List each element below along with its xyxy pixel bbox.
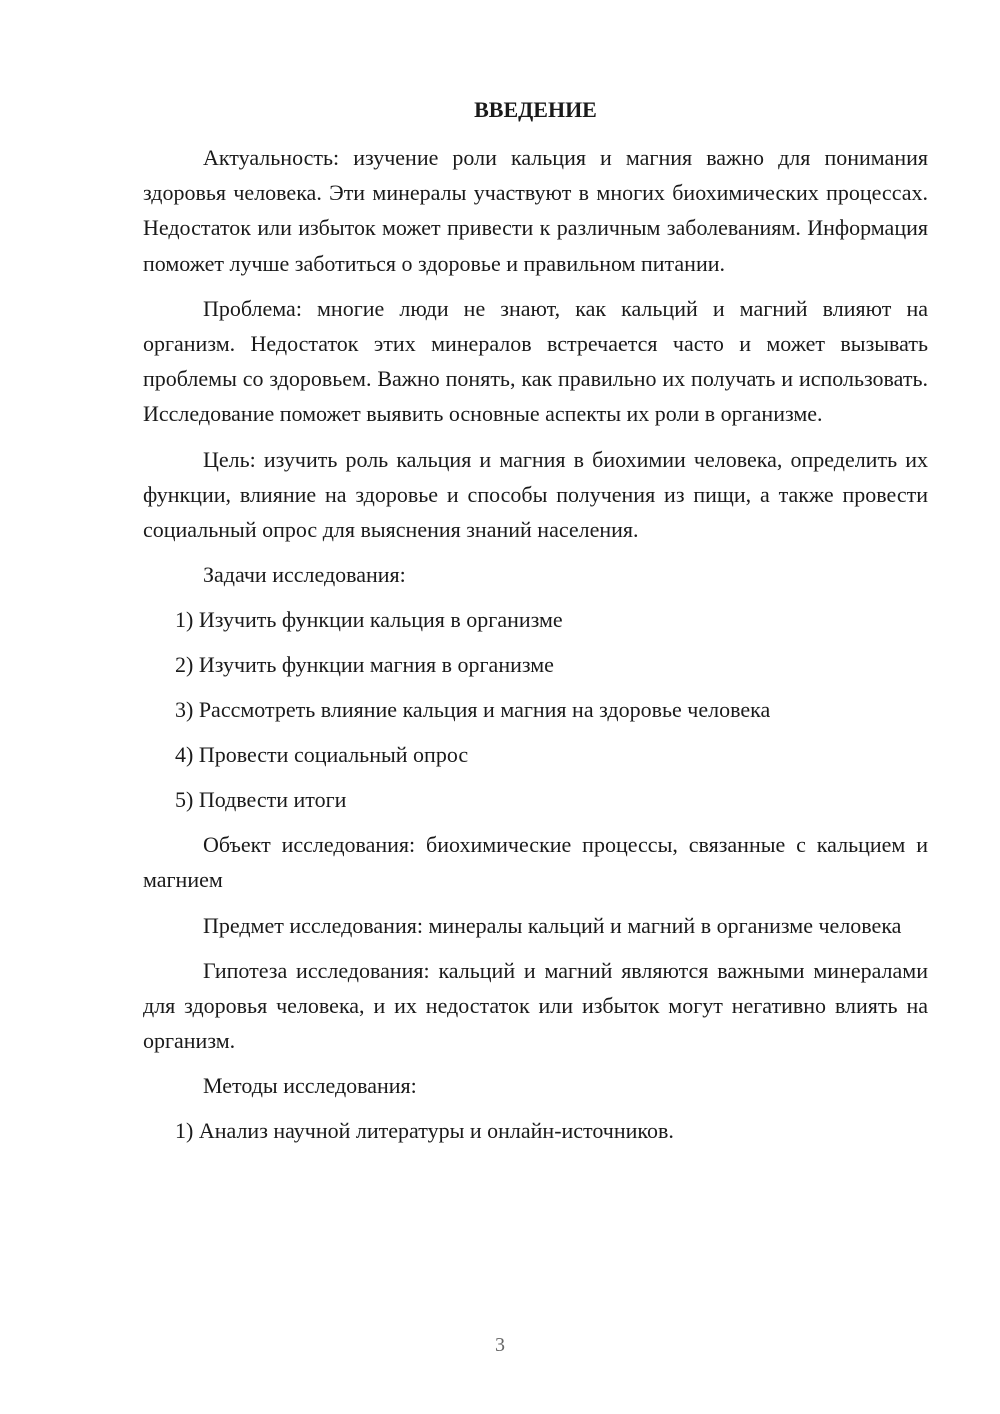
task-item: 2) Изучить функции магния в организме xyxy=(175,652,554,678)
task-item: 1) Изучить функции кальция в организме xyxy=(175,607,563,633)
task-item: 3) Рассмотреть влияние кальция и магния на здоровье человека xyxy=(175,697,771,723)
methods-heading: Методы исследования: xyxy=(203,1073,417,1099)
page-number: 3 xyxy=(495,1334,505,1356)
relevance-paragraph: Актуальность: изучение роли кальция и магния важно для понимания здоровья человека. Эти минералы участвуют в многих биохимических процессах. Недостаток или избыток может привести к различным заболеваниям. Информация поможет лучше заботиться о здоровье и правильном питании. xyxy=(143,145,928,276)
tasks-heading: Задачи исследования: xyxy=(203,562,406,588)
hypothesis-paragraph: Гипотеза исследования: кальций и магний являются важными минералами для здоровья человека, и их недостаток или избыток могут негативно влиять на организм. xyxy=(143,957,928,1054)
document-page xyxy=(143,92,928,1158)
subject-paragraph: Предмет исследования: минералы кальций и магний в организме человека xyxy=(203,912,902,938)
method-item: 1) Анализ научной литературы и онлайн-источников. xyxy=(175,1118,674,1144)
goal-paragraph: Цель: изучить роль кальция и магния в биохимии человека, определить их функции, влияние на здоровье и способы получения из пищи, а также провести социальный опрос для выяснения знаний населения. xyxy=(143,446,928,543)
section-title: ВВЕДЕНИЕ xyxy=(474,97,597,122)
task-item: 4) Провести социальный опрос xyxy=(175,742,469,768)
task-item: 5) Подвести итоги xyxy=(175,787,347,813)
object-paragraph: Объект исследования: биохимические процессы, связанные с кальцием и магнием xyxy=(143,832,928,893)
problem-paragraph: Проблема: многие люди не знают, как кальций и магний влияют на организм. Недостаток этих минералов встречается часто и может вызывать проблемы со здоровьем. Важно понять, как правильно их получать и использовать. Исследование поможет выявить основные аспекты их роли в организме. xyxy=(143,295,928,427)
